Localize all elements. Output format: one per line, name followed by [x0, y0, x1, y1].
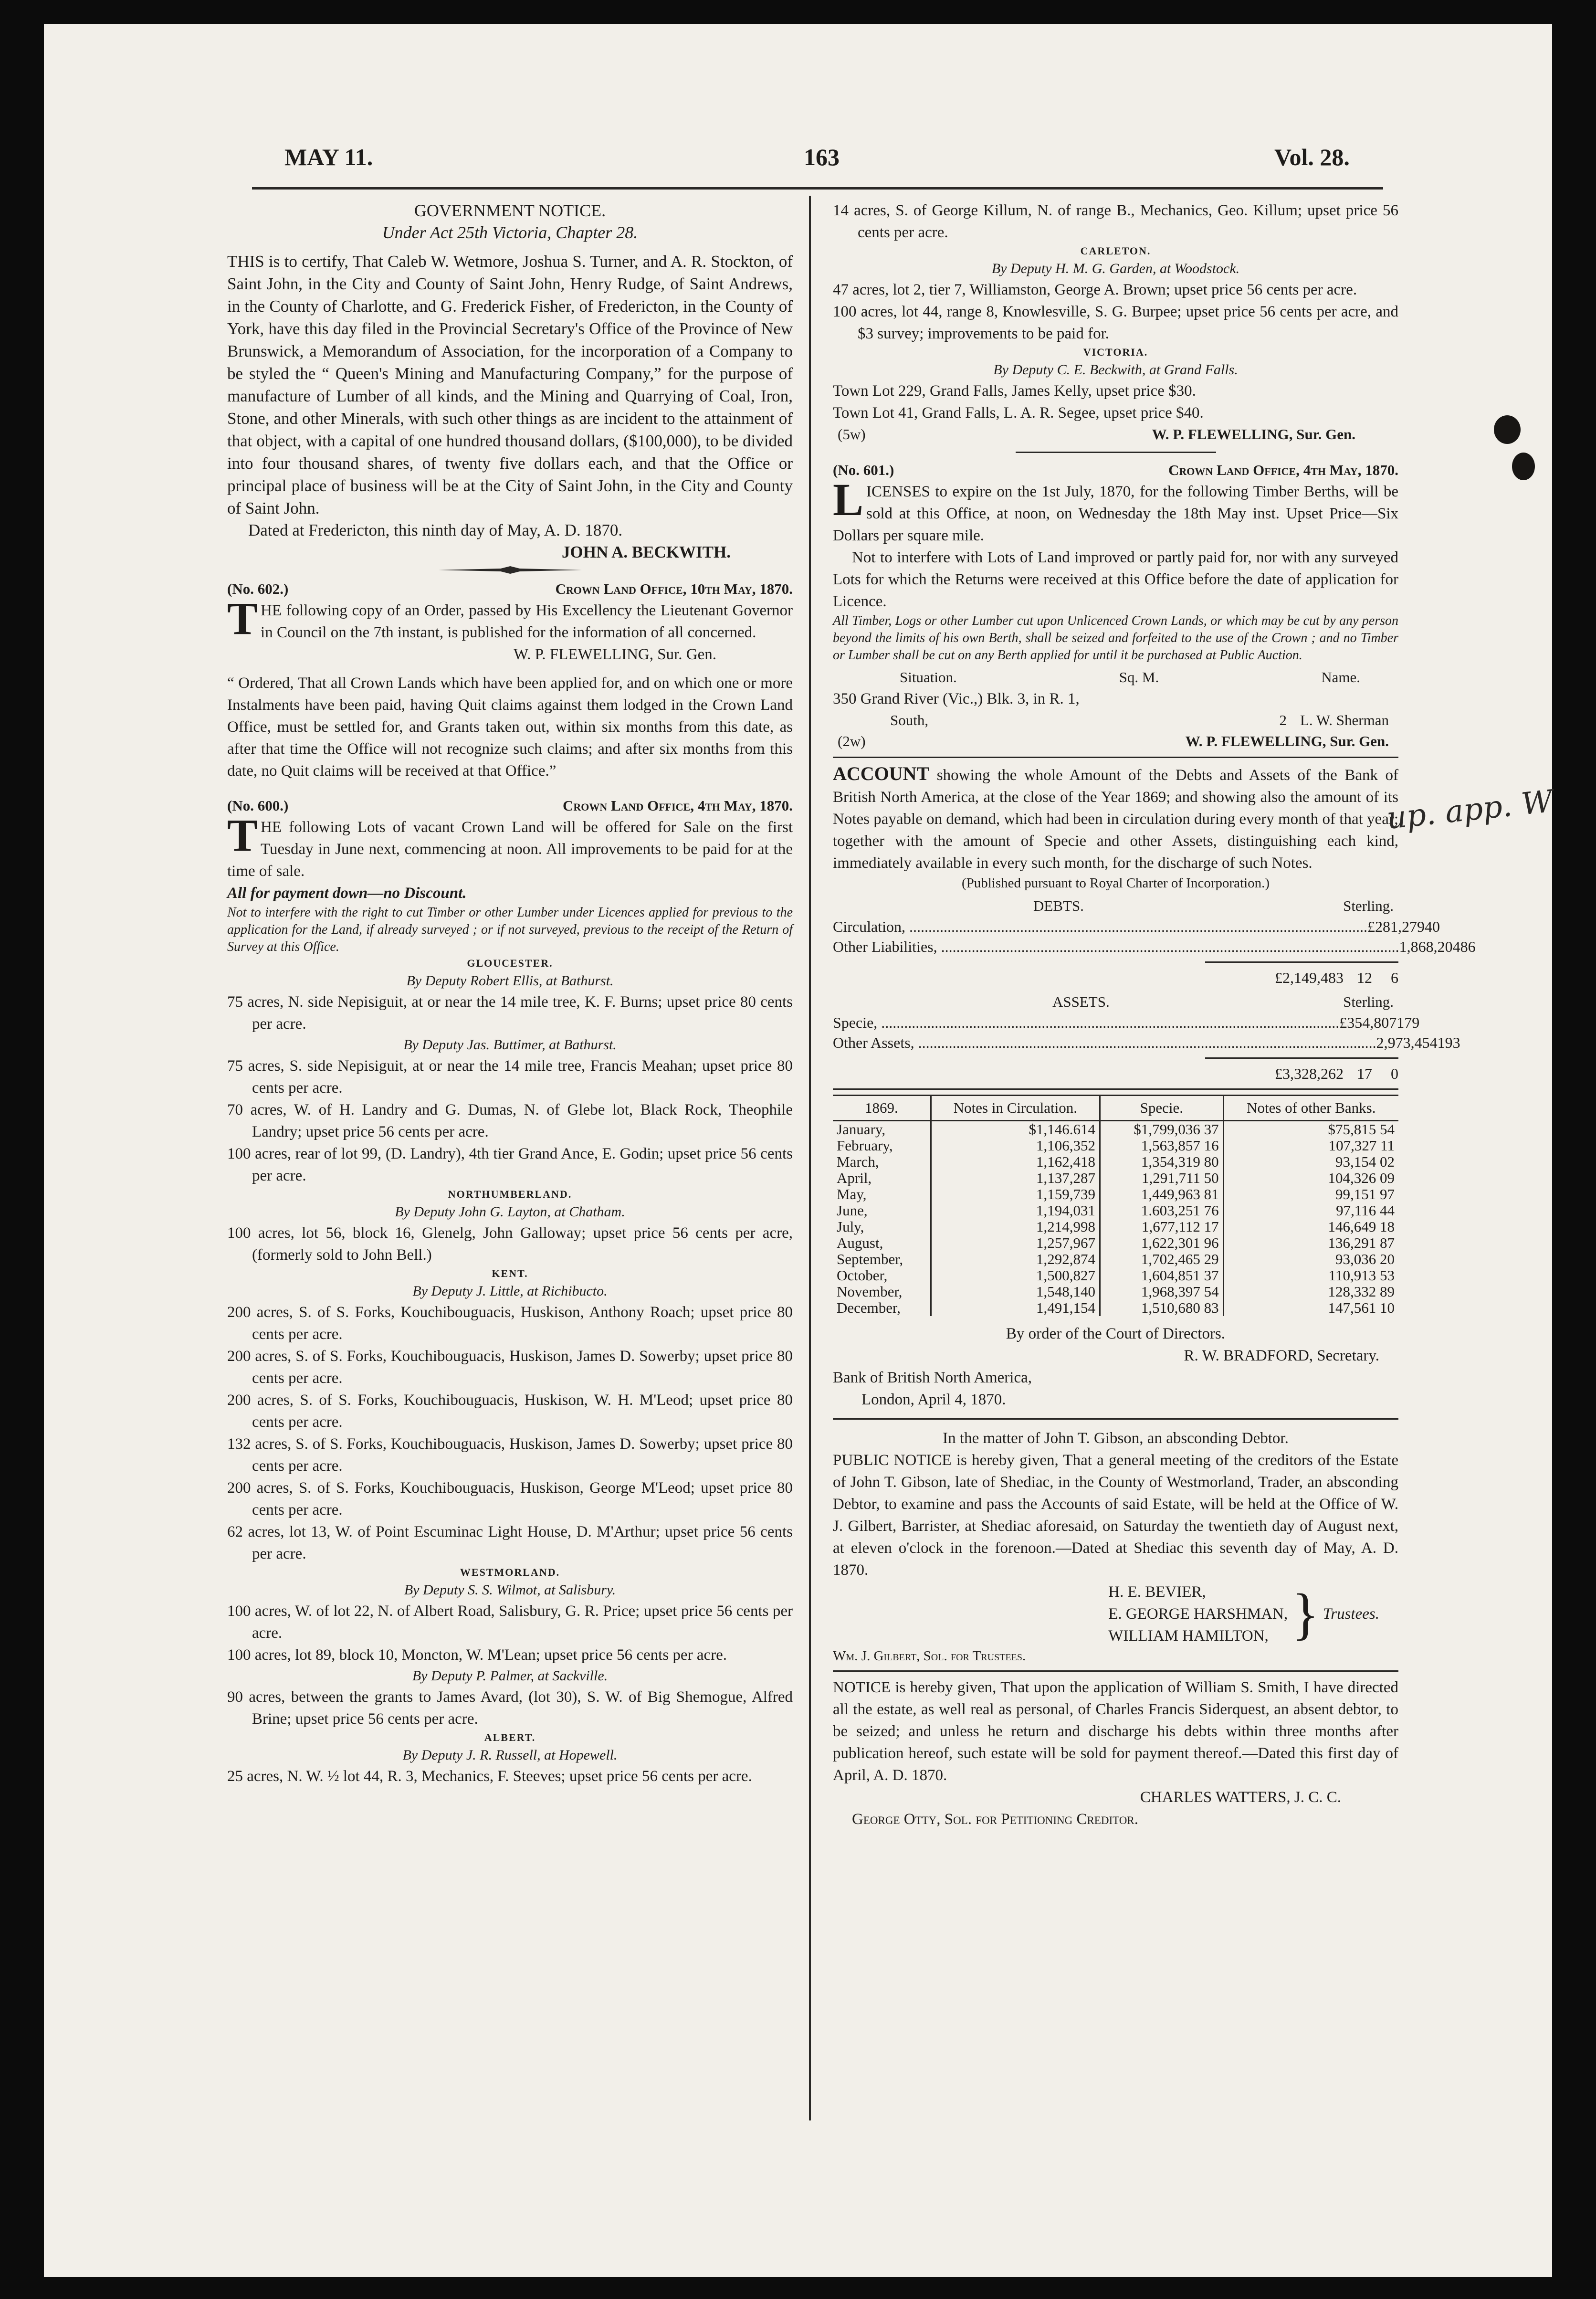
ledger-row	[833, 1012, 1420, 1033]
table-cell: 147,561 10	[1223, 1300, 1398, 1316]
handwritten-annotation: up. app. W	[1385, 783, 1555, 837]
drop-cap: T	[227, 593, 258, 644]
ledger-pence: 6	[1468, 938, 1476, 955]
drop-cap: T	[227, 810, 258, 861]
notice601-office: Crown Land Office, 4th May, 1870.	[1168, 462, 1398, 478]
lot-entry: 100 acres, lot 56, block 16, Glenelg, John Galloway; upset price 56 cents per acre, (formerly sold to John Bell.)	[227, 1224, 793, 1264]
berth-row-2	[833, 710, 1398, 731]
brace: }	[1292, 1582, 1319, 1645]
ledger-label: Specie, ........................................................................................................................	[833, 1014, 1340, 1031]
insertion-code: (5w)	[838, 426, 866, 443]
deputy-line: By Deputy H. M. G. Garden, at Woodstock.	[991, 261, 1240, 276]
table-cell: 1,548,140	[931, 1284, 1100, 1300]
table-row	[833, 1267, 1398, 1284]
deputy-line: By Deputy J. R. Russell, at Hopewell.	[402, 1747, 618, 1763]
table-row	[833, 1138, 1398, 1154]
trustee: H. E. BEVIER,	[1108, 1583, 1206, 1601]
table-row	[833, 1170, 1398, 1186]
notice600-office: Crown Land Office, 4th May, 1870.	[562, 797, 793, 814]
table-cell: 110,913 53	[1223, 1267, 1398, 1284]
lot-entry: 70 acres, W. of H. Landry and G. Dumas, N. of Glebe lot, Black Rock, Theophile Landry; upset price 56 cents per acre.	[227, 1101, 793, 1140]
table-cell: January,	[837, 1121, 886, 1138]
table-cell: $75,815 54	[1223, 1121, 1398, 1138]
gibson-matter: In the matter of John T. Gibson, an absconding Debtor.	[943, 1430, 1289, 1447]
notice602-body	[227, 593, 793, 644]
debts-title: DEBTS.	[1033, 897, 1084, 914]
insertion-code: (2w)	[838, 733, 866, 749]
table-row	[833, 1121, 1398, 1138]
section-rule	[833, 1418, 1398, 1420]
signer: W. P. FLEWELLING, Sur. Gen.	[1185, 733, 1389, 749]
table-cell: 1,292,874	[931, 1251, 1100, 1267]
signature-line	[833, 424, 1398, 445]
table-cell: 1,968,397 54	[1100, 1284, 1223, 1300]
ledger-shillings: 19	[1437, 1034, 1453, 1051]
lot-entry: 100 acres, lot 89, block 10, Moncton, W. M'Lean; upset price 56 cents per acre.	[227, 1646, 727, 1664]
county-heading: KENT.	[492, 1267, 528, 1279]
lot-entry: 75 acres, N. side Nepisiguit, at or near the 14 mile tree, K. F. Burns; upset price 80 cents per acre.	[227, 993, 793, 1033]
notice601-body	[833, 474, 1398, 547]
table-cell: 136,291 87	[1223, 1235, 1398, 1251]
notice600-number: (No. 600.)	[227, 797, 289, 814]
signer: W. P. FLEWELLING, Sur. Gen.	[1152, 426, 1355, 443]
volume-number: Vol. 28.	[1274, 144, 1350, 170]
table-cell: October,	[837, 1267, 888, 1284]
notice600-text: HE following Lots of vacant Crown Land will be offered for Sale on the first Tuesday in June next, commencing at noon. All improvements to be paid for at the time of sale.	[227, 819, 793, 880]
county-heading: VICTORIA.	[1083, 346, 1148, 358]
col-situation: Situation.	[900, 669, 957, 685]
account-place: London, April 4, 1870.	[861, 1391, 1006, 1408]
sum-rule	[1205, 961, 1398, 963]
berth-row-1: 350 Grand River (Vic.,) Blk. 3, in R. 1,	[833, 690, 1080, 707]
table-cell: 1,449,963 81	[1100, 1186, 1223, 1202]
ledger-pence: 9	[1412, 1014, 1420, 1031]
lot-entry: 100 acres, lot 44, range 8, Knowlesville, S. G. Burpee; upset price 56 cents per acre, and $3 survey; improvements to be paid for.	[833, 303, 1398, 342]
short-rule	[1016, 452, 1216, 453]
account-intro	[833, 763, 1398, 874]
smith-signer: CHARLES WATTERS, J. C. C.	[1140, 1789, 1341, 1806]
table-cell: August,	[837, 1234, 883, 1251]
county-heading: NORTHUMBERLAND.	[448, 1188, 572, 1200]
berth-sqm: 2	[1279, 712, 1287, 728]
deputy-line: By Deputy Robert Ellis, at Bathurst.	[406, 973, 614, 989]
debts-total	[833, 968, 1398, 988]
table-cell: 93,154 02	[1223, 1154, 1398, 1170]
ink-blot	[1512, 453, 1535, 480]
table-cell: 1,159,739	[931, 1186, 1100, 1202]
lot-entry: 90 acres, between the grants to James Avard, (lot 30), S. W. of Big Shemogue, Alfred Brine; upset price 56 cents per acre.	[227, 1688, 793, 1728]
notice602-office: Crown Land Office, 10th May, 1870.	[555, 580, 793, 597]
table-row	[833, 1219, 1398, 1235]
gibson-sol: Wm. J. Gilbert, Sol. for Trustees.	[833, 1648, 1026, 1664]
lot-entry: 132 acres, S. of S. Forks, Kouchibouguacis, Huskison, James D. Sowerby; upset price 80 cents per acre.	[227, 1435, 793, 1475]
left-column	[227, 200, 793, 1787]
deputy-line: By Deputy Jas. Buttimer, at Bathurst.	[403, 1037, 617, 1053]
assets-list	[833, 1012, 1460, 1053]
trustees-block	[833, 1581, 1398, 1647]
table-cell: April,	[837, 1170, 872, 1186]
lot-entry: 200 acres, S. of S. Forks, Kouchibouguacis, Huskison, James D. Sowerby; upset price 80 cents per acre.	[227, 1348, 793, 1387]
table-row	[833, 1154, 1398, 1170]
sterling-label: Sterling.	[1343, 993, 1394, 1010]
table-cell: 1,677,112 17	[1100, 1219, 1223, 1235]
total-pence: 0	[1391, 1065, 1398, 1082]
table-cell: 1,194,031	[931, 1202, 1100, 1219]
table-cell: 1,291,711 50	[1100, 1170, 1223, 1186]
notice602-signer: W. P. FLEWELLING, Sur. Gen.	[513, 646, 716, 663]
trustee-names	[1108, 1581, 1288, 1647]
total-pence: 6	[1391, 969, 1398, 986]
account-published: (Published pursuant to Royal Charter of Incorporation.)	[961, 875, 1270, 891]
deputy-line: By Deputy C. E. Beckwith, at Grand Falls.	[993, 362, 1238, 378]
smith-body: NOTICE is hereby given, That upon the application of William S. Smith, I have directed all the estate, as well real as personal, of Charles Francis Siderquest, an absent debtor, to be seized; and unless he return and discharge his debts within three months after publication hereof, such estate will be sold for payment thereof.—Dated this first day of April, A. D. 1870.	[833, 1679, 1398, 1784]
table-cell: February,	[837, 1137, 893, 1154]
lot-entry: 14 acres, S. of George Killum, N. of range B., Mechanics, Geo. Killum; upset price 56 cents per acre.	[833, 202, 1398, 241]
ledger-label: Other Assets, ........................................................................................................................	[833, 1034, 1376, 1051]
lot-entry: 25 acres, N. W. ½ lot 44, R. 3, Mechanics, F. Steeves; upset price 56 cents per acre.	[227, 1768, 752, 1785]
drop-cap: L	[833, 474, 864, 525]
table-cell: June,	[837, 1202, 868, 1219]
ledger-label: Circulation, ........................................................................................................................	[833, 918, 1367, 935]
smith-sol: George Otty, Sol. for Petitioning Creditor.	[852, 1811, 1138, 1828]
table-cell: May,	[837, 1186, 867, 1202]
table-cell: July,	[837, 1218, 864, 1235]
table-cell: 97,116 44	[1223, 1202, 1398, 1219]
lot-entry: 100 acres, W. of lot 22, N. of Albert Road, Salisbury, G. R. Price; upset price 56 cents per acre.	[227, 1603, 793, 1642]
section-rule	[833, 757, 1398, 758]
notice600-body	[227, 810, 793, 882]
ledger-pounds: 2,973,454	[1376, 1034, 1438, 1051]
assets-heading	[833, 991, 1398, 1012]
total-shillings: 12	[1357, 969, 1372, 986]
gov-notice-dated: Dated at Fredericton, this ninth day of May, A. D. 1870.	[248, 521, 623, 539]
trustee: E. GEORGE HARSHMAN,	[1108, 1605, 1288, 1623]
table-cell: 1.603,251 76	[1100, 1202, 1223, 1219]
ledger-row	[833, 937, 1476, 957]
county-heading: GLOUCESTER.	[467, 957, 553, 969]
table-cell: 1,162,418	[931, 1154, 1100, 1170]
ledger-pence: 3	[1452, 1034, 1460, 1051]
debts-heading	[833, 896, 1398, 917]
notice602-text: HE following copy of an Order, passed by His Excellency the Lieutenant Governor in Council on the 7th instant, is published for the information of all concerned.	[261, 602, 793, 641]
table-cell: 1,563,857 16	[1100, 1138, 1223, 1154]
lot-entry: Town Lot 41, Grand Falls, L. A. R. Segee, upset price $40.	[833, 404, 1204, 422]
notice601-heading	[833, 460, 1398, 481]
lot-entry: 100 acres, rear of lot 99, (D. Landry), 4th tier Grand Ance, E. Godin; upset price 56 cents per acre.	[227, 1145, 793, 1184]
land-lot-sections	[227, 956, 793, 1787]
table-cell: 1,702,465 29	[1100, 1251, 1223, 1267]
notice600-payment: All for payment down—no Discount.	[227, 885, 467, 902]
lot-entry: 200 acres, S. of S. Forks, Kouchibouguacis, Huskison, George M'Leod; upset price 80 cents per acre.	[227, 1479, 793, 1519]
table-header: Specie.	[1100, 1096, 1223, 1121]
ledger-row	[833, 917, 1440, 937]
section-rule	[833, 1670, 1398, 1672]
notice601-body2: Not to interfere with Lots of Land improved or partly paid for, nor with any surveyed Lots for which the Returns were received at this Office before the date of application for Licence.	[833, 549, 1398, 610]
table-cell: 1,354,319 80	[1100, 1154, 1223, 1170]
table-cell: 1,257,967	[931, 1235, 1100, 1251]
page-number: 163	[804, 144, 840, 170]
total-pounds: £3,328,262	[1275, 1065, 1344, 1082]
table-cell: November,	[837, 1283, 903, 1300]
lot-entry: 75 acres, S. side Nepisiguit, at or near the 14 mile tree, Francis Meahan; upset price 80 cents per acre.	[227, 1057, 793, 1097]
table-cell: 1,214,998	[931, 1219, 1100, 1235]
gov-notice-signer: JOHN A. BECKWITH.	[562, 543, 731, 561]
table-row	[833, 1251, 1398, 1267]
account-text: showing the whole Amount of the Debts and Assets of the Bank of British North America, at the close of the Year 1869; and showing also the amount of its Notes payable on demand, which had been in circulation during every month of that year; together with the amount of Specie and other Assets, distinguishing each kind, immediately available in every such month, for the discharge of such Notes.	[833, 767, 1398, 872]
header-rule	[252, 187, 1383, 190]
table-row	[833, 1284, 1398, 1300]
ink-blot	[1494, 415, 1521, 444]
table-header: Notes in Circulation.	[931, 1096, 1100, 1121]
table-cell: 1,137,287	[931, 1170, 1100, 1186]
table-cell: 99,151 97	[1223, 1186, 1398, 1202]
ledger-label: Other Liabilities, ........................................................................................................................	[833, 938, 1399, 955]
lot-entry: Town Lot 229, Grand Falls, James Kelly, upset price $30.	[833, 382, 1196, 400]
table-cell: $1,146.614	[931, 1121, 1100, 1138]
monthly-circulation-table	[833, 1095, 1398, 1316]
berth-table-header	[833, 667, 1398, 688]
gov-notice-subtitle: Under Act 25th Victoria, Chapter 28.	[382, 223, 638, 242]
table-cell: 1,604,851 37	[1100, 1267, 1223, 1284]
county-heading: ALBERT.	[484, 1731, 536, 1743]
ledger-shillings: 4	[1424, 918, 1432, 935]
account-lead: ACCOUNT	[833, 763, 930, 784]
ledger-pounds: £281,279	[1367, 918, 1425, 935]
table-cell: 128,332 89	[1223, 1284, 1398, 1300]
deputy-line: By Deputy P. Palmer, at Sackville.	[412, 1668, 608, 1684]
gibson-body: PUBLIC NOTICE is hereby given, That a general meeting of the creditors of the Estate of John T. Gibson, late of Shediac, in the County of Westmorland, Trader, an absconding Debtor, to examine and pass the Accounts of said Estate, will be held at the Office of W. J. Gilbert, Barrister, at Shediac aforesaid, on Saturday the twentieth day of August next, at eleven o'clock in the forenoon.—Dated at Shediac this seventh day of May, A. D. 1870.	[833, 1452, 1398, 1579]
ledger-shillings: 8	[1460, 938, 1468, 955]
assets-total	[833, 1064, 1398, 1084]
table-cell: 146,649 18	[1223, 1219, 1398, 1235]
lot-entry: 200 acres, S. of S. Forks, Kouchibouguacis, Huskison, Anthony Roach; upset price 80 cents per acre.	[227, 1304, 793, 1343]
assets-title: ASSETS.	[1052, 993, 1110, 1010]
account-bank: Bank of British North America,	[833, 1369, 1032, 1386]
notice600-heading	[227, 795, 793, 816]
sterling-label: Sterling.	[1343, 897, 1394, 914]
table-row	[833, 1300, 1398, 1316]
lot-entry: 62 acres, lot 13, W. of Point Escuminac Light House, D. M'Arthur; upset price 56 cents per acre.	[227, 1523, 793, 1562]
gov-notice-title: GOVERNMENT NOTICE.	[414, 201, 606, 220]
lot-entry: 200 acres, S. of S. Forks, Kouchibouguacis, Huskison, W. H. M'Leod; upset price 80 cents per acre.	[227, 1392, 793, 1431]
ledger-shillings: 17	[1396, 1014, 1412, 1031]
deputy-line: By Deputy J. Little, at Richibucto.	[412, 1283, 608, 1299]
table-cell: September,	[837, 1251, 903, 1267]
table-cell: 93,036 20	[1223, 1251, 1398, 1267]
notice601-caveat: All Timber, Logs or other Lumber cut upon Unlicenced Crown Lands, or which may be cut by any person beyond the limits of his own Berth, shall be seized and forfeited to the use of the Crown ; and no Timber or Lumber shall be cut on any Berth applied for until it be purchased at Public Auction.	[833, 613, 1398, 663]
table-cell: 1,491,154	[931, 1300, 1100, 1316]
table-row	[833, 1202, 1398, 1219]
table-header: Notes of other Banks.	[1223, 1096, 1398, 1121]
col-sqm: Sq. M.	[1119, 669, 1159, 685]
table-cell: 1,510,680 83	[1100, 1300, 1223, 1316]
table-cell: $1,799,036 37	[1100, 1121, 1223, 1138]
notice601-number: (No. 601.)	[833, 462, 894, 478]
table-cell: December,	[837, 1299, 901, 1316]
county-heading: WESTMORLAND.	[460, 1566, 560, 1578]
table-row	[833, 1235, 1398, 1251]
total-shillings: 17	[1357, 1065, 1372, 1082]
lot-entry: 47 acres, lot 2, tier 7, Williamston, George A. Brown; upset price 56 cents per acre.	[833, 281, 1357, 298]
ledger-row	[833, 1033, 1460, 1053]
notice600-caveat: Not to interfere with the right to cut Timber or other Lumber under Licences applied for previous to the application for the Land, if already surveyed ; or if not surveyed, previous to the receipt of the Return of Survey at this Office.	[227, 905, 793, 954]
ornament-rule	[439, 565, 582, 575]
sum-rule	[1205, 1057, 1398, 1059]
deputy-line: By Deputy S. S. Wilmot, at Salisbury.	[404, 1582, 616, 1598]
account-order: By order of the Court of Directors.	[1006, 1325, 1226, 1342]
county-heading: CARLETON.	[1080, 245, 1151, 257]
table-cell: 1,500,827	[931, 1267, 1100, 1284]
table-cell: 104,326 09	[1223, 1170, 1398, 1186]
notice602-order: “ Ordered, That all Crown Lands which have been applied for, and on which one or more Instalments have been paid, having Quit claims against them lodged in the Crown Land Office, must be settled for, and Grants taken out, within six months from this date, as after that time the Office will not recognize such claims; and after six months from this date, no Quit claims will be received at that Office.”	[227, 675, 793, 780]
deputy-line: By Deputy John G. Layton, at Chatham.	[395, 1204, 625, 1220]
col-name: Name.	[1321, 669, 1360, 685]
section-rule	[833, 1088, 1398, 1090]
table-cell: 107,327 11	[1223, 1138, 1398, 1154]
ledger-pounds: 1,868,204	[1399, 938, 1460, 955]
notice601-text: ICENSES to expire on the 1st July, 1870, for the following Timber Berths, will be sold at this Office, at noon, on Wednesday the 18th May inst. Upset Price—Six Dollars per square mile.	[833, 483, 1398, 544]
table-cell: 1,622,301 96	[1100, 1235, 1223, 1251]
trustee: WILLIAM HAMILTON,	[1108, 1627, 1269, 1645]
notice602-number: (No. 602.)	[227, 580, 289, 597]
gov-notice-body: THIS is to certify, That Caleb W. Wetmore, Joshua S. Turner, and A. R. Stockton, of Saint John, in the City and County of Saint John, Henry Rudge, of Saint Andrews, in the County of Charlotte, and G. Frederick Fisher, of Fredericton, in the County of York, have this day filed in the Provincial Secretary's Office of the Province of New Brunswick, a Memorandum of Association, for the incorporation of a Company to be styled the “ Queen's Mining and Manufacturing Company,” for the purpose of manufacture of Lumber of all kinds, and the Mining and Quarrying of Coal, Iron, Stone, and other Minerals, with such other things as are incident to the attainment of that object, with a capital of one hundred thousand dollars, ($100,000), to be divided into four thousand shares, of twenty five dollars each, and that the Office or principal place of business will be at the City of Saint John, in the City and County of Saint John.	[227, 252, 793, 517]
ledger-pounds: £354,807	[1339, 1014, 1397, 1031]
header-date: MAY 11.	[284, 144, 373, 170]
signature-line	[833, 731, 1398, 752]
total-pounds: £2,149,483	[1275, 969, 1344, 986]
ledger-pence: 0	[1432, 918, 1440, 935]
berth-name: L. W. Sherman	[1300, 712, 1389, 728]
table-header: 1869.	[833, 1096, 931, 1121]
debts-list	[833, 917, 1476, 957]
trustees-label: Trustees.	[1323, 1605, 1379, 1623]
notice602-heading	[227, 579, 793, 600]
table-cell: 1,106,352	[931, 1138, 1100, 1154]
column-divider	[809, 196, 811, 2120]
table-row	[833, 1186, 1398, 1202]
berth-situation: South,	[890, 712, 929, 728]
table-cell: March,	[837, 1153, 879, 1170]
account-signer: R. W. BRADFORD, Secretary.	[1184, 1347, 1379, 1364]
